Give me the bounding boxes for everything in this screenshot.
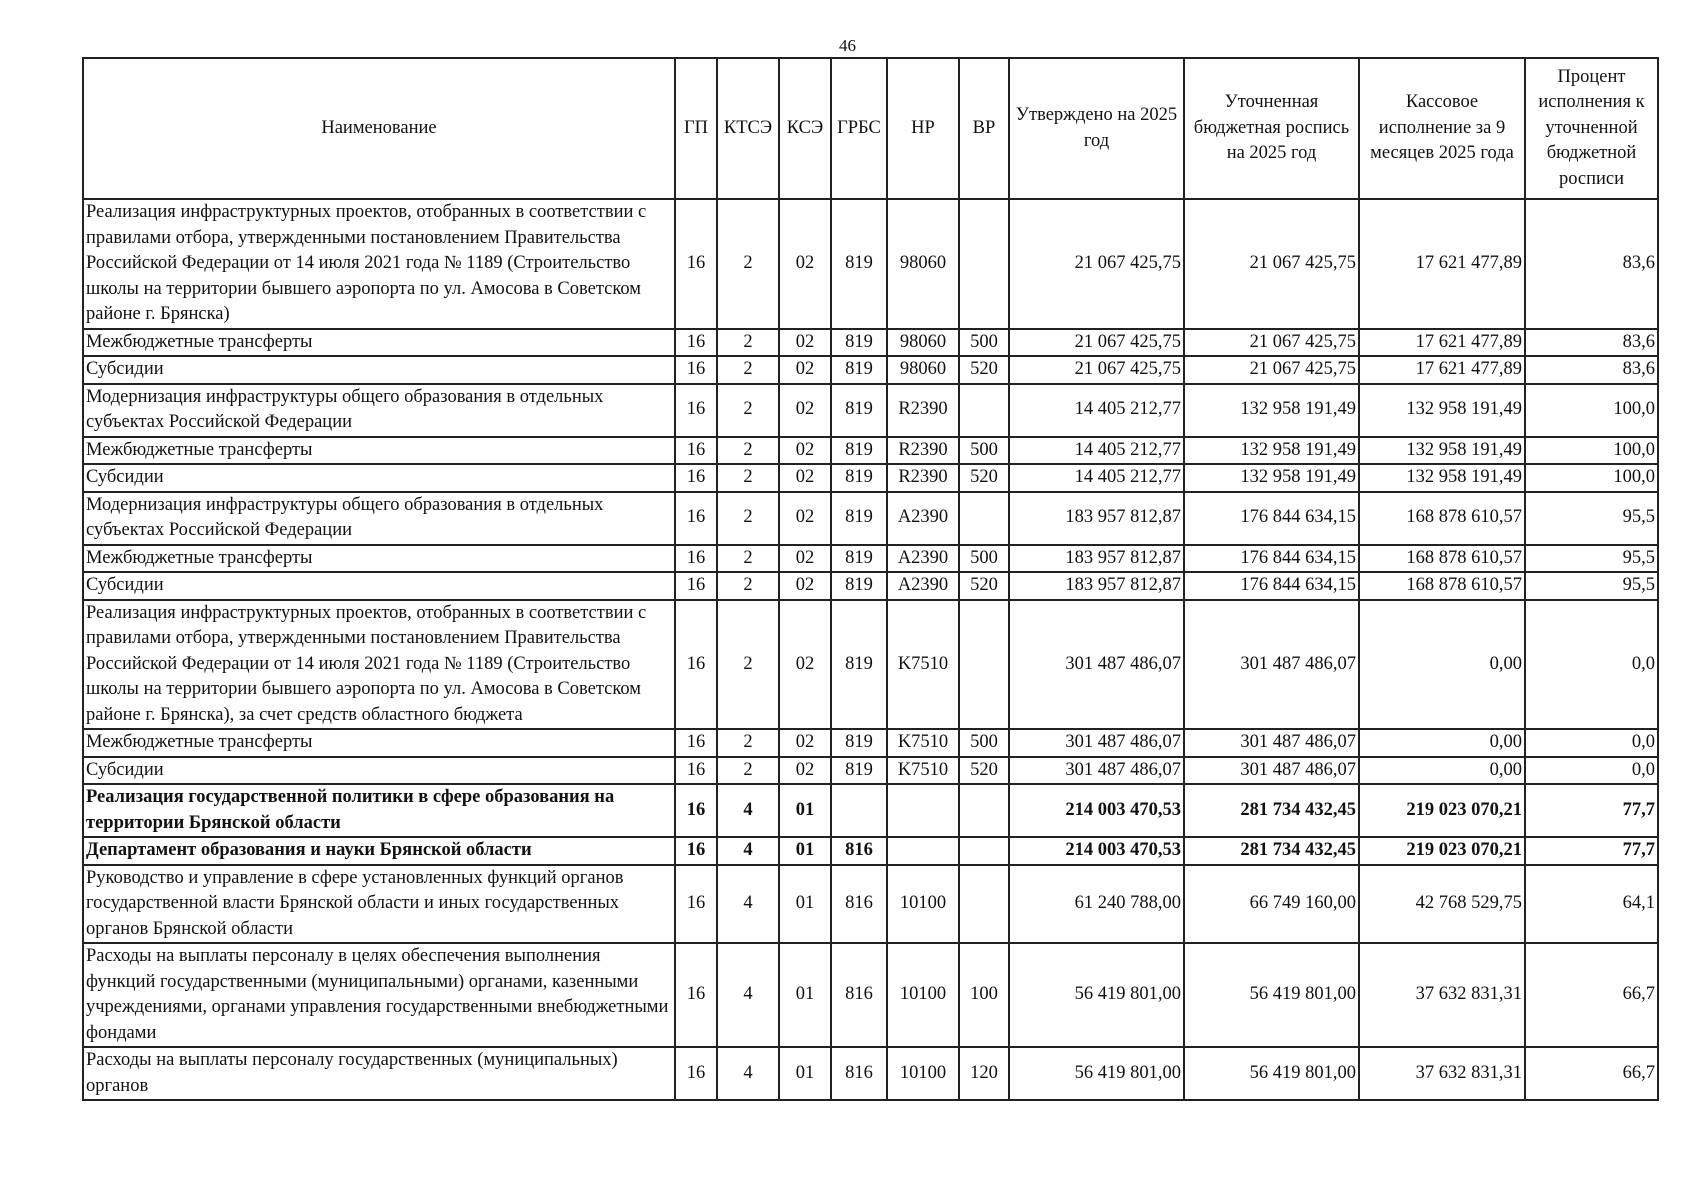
cell-approved: 214 003 470,53 (1009, 837, 1184, 865)
cell-nr (887, 837, 959, 865)
cell-ktse: 2 (717, 356, 779, 384)
cell-approved: 61 240 788,00 (1009, 865, 1184, 944)
cell-kse: 02 (779, 199, 831, 329)
cell-vr: 500 (959, 729, 1009, 757)
cell-nr: A2390 (887, 545, 959, 573)
cell-kse: 02 (779, 600, 831, 730)
table-row (83, 837, 1658, 865)
cell-cash: 132 958 191,49 (1359, 464, 1525, 492)
cell-grbs: 816 (831, 943, 887, 1047)
cell-approved: 21 067 425,75 (1009, 329, 1184, 357)
table-row (83, 545, 1658, 573)
cell-name: Межбюджетные трансферты (83, 437, 675, 465)
cell-ktse: 2 (717, 199, 779, 329)
cell-vr: 100 (959, 943, 1009, 1047)
cell-percent: 95,5 (1525, 545, 1658, 573)
cell-ktse: 4 (717, 865, 779, 944)
cell-cash: 132 958 191,49 (1359, 437, 1525, 465)
header-grbs: ГРБС (831, 58, 887, 199)
cell-name: Реализация государственной политики в сфере образования на территории Брянской области (83, 784, 675, 837)
cell-nr: 10100 (887, 1047, 959, 1100)
cell-approved: 214 003 470,53 (1009, 784, 1184, 837)
header-percent: Процент исполнения к уточненной бюджетной росписи (1525, 58, 1658, 199)
header-nr: НР (887, 58, 959, 199)
cell-kse: 01 (779, 837, 831, 865)
header-vr: ВР (959, 58, 1009, 199)
cell-kse: 01 (779, 943, 831, 1047)
cell-name: Реализация инфраструктурных проектов, отобранных в соответствии с правилами отбора, утвержденными постановлением Правительства Российской Федерации от 14 июля 2021 года № 1189 (Строительство школы на территории бывшего аэропорта по ул. Амосова в Советском районе г. Брянска) (83, 199, 675, 329)
cell-kse: 02 (779, 572, 831, 600)
cell-refined: 176 844 634,15 (1184, 572, 1359, 600)
cell-name: Межбюджетные трансферты (83, 545, 675, 573)
cell-name: Руководство и управление в сфере установленных функций органов государственной власти Брянской области и иных государственных органов Брянской области (83, 865, 675, 944)
table-header-row (83, 58, 1658, 199)
cell-vr: 520 (959, 757, 1009, 785)
cell-nr: 10100 (887, 865, 959, 944)
page-number: 46 (839, 36, 856, 55)
cell-gp: 16 (675, 784, 717, 837)
table-row (83, 492, 1658, 545)
header-refined: Уточненная бюджетная роспись на 2025 год (1184, 58, 1359, 199)
cell-percent: 83,6 (1525, 199, 1658, 329)
cell-gp: 16 (675, 943, 717, 1047)
cell-refined: 132 958 191,49 (1184, 464, 1359, 492)
cell-gp: 16 (675, 600, 717, 730)
cell-nr: K7510 (887, 729, 959, 757)
cell-ktse: 4 (717, 837, 779, 865)
cell-nr: A2390 (887, 492, 959, 545)
cell-name: Субсидии (83, 572, 675, 600)
cell-kse: 02 (779, 384, 831, 437)
cell-ktse: 2 (717, 572, 779, 600)
cell-nr: K7510 (887, 757, 959, 785)
cell-kse: 02 (779, 464, 831, 492)
cell-kse: 02 (779, 437, 831, 465)
cell-cash: 42 768 529,75 (1359, 865, 1525, 944)
cell-refined: 56 419 801,00 (1184, 943, 1359, 1047)
cell-grbs: 819 (831, 437, 887, 465)
cell-approved: 301 487 486,07 (1009, 600, 1184, 730)
table-row (83, 464, 1658, 492)
cell-approved: 56 419 801,00 (1009, 943, 1184, 1047)
cell-percent: 100,0 (1525, 437, 1658, 465)
cell-approved: 183 957 812,87 (1009, 572, 1184, 600)
cell-ktse: 4 (717, 943, 779, 1047)
cell-gp: 16 (675, 545, 717, 573)
cell-name: Межбюджетные трансферты (83, 729, 675, 757)
cell-nr: 98060 (887, 199, 959, 329)
cell-cash: 0,00 (1359, 729, 1525, 757)
cell-name: Модернизация инфраструктуры общего образования в отдельных субъектах Российской Федерации (83, 492, 675, 545)
cell-name: Департамент образования и науки Брянской области (83, 837, 675, 865)
cell-nr: R2390 (887, 437, 959, 465)
cell-kse: 02 (779, 492, 831, 545)
header-approved: Утверждено на 2025 год (1009, 58, 1184, 199)
cell-ktse: 2 (717, 492, 779, 545)
table-row (83, 356, 1658, 384)
cell-nr: 98060 (887, 329, 959, 357)
header-gp: ГП (675, 58, 717, 199)
cell-percent: 66,7 (1525, 1047, 1658, 1100)
cell-grbs: 819 (831, 572, 887, 600)
cell-percent: 66,7 (1525, 943, 1658, 1047)
cell-percent: 95,5 (1525, 492, 1658, 545)
cell-cash: 219 023 070,21 (1359, 837, 1525, 865)
cell-ktse: 2 (717, 757, 779, 785)
cell-percent: 0,0 (1525, 600, 1658, 730)
cell-grbs: 819 (831, 329, 887, 357)
table-row (83, 943, 1658, 1047)
cell-vr: 500 (959, 329, 1009, 357)
cell-refined: 301 487 486,07 (1184, 600, 1359, 730)
cell-nr: A2390 (887, 572, 959, 600)
cell-vr: 520 (959, 572, 1009, 600)
cell-refined: 66 749 160,00 (1184, 865, 1359, 944)
cell-nr: 10100 (887, 943, 959, 1047)
cell-cash: 168 878 610,57 (1359, 492, 1525, 545)
cell-gp: 16 (675, 729, 717, 757)
cell-percent: 0,0 (1525, 729, 1658, 757)
cell-grbs: 816 (831, 865, 887, 944)
cell-vr (959, 784, 1009, 837)
cell-grbs: 819 (831, 545, 887, 573)
cell-refined: 21 067 425,75 (1184, 329, 1359, 357)
header-cash: Кассовое исполнение за 9 месяцев 2025 года (1359, 58, 1525, 199)
cell-refined: 21 067 425,75 (1184, 356, 1359, 384)
cell-grbs: 819 (831, 464, 887, 492)
cell-kse: 01 (779, 865, 831, 944)
cell-cash: 0,00 (1359, 600, 1525, 730)
cell-cash: 132 958 191,49 (1359, 384, 1525, 437)
cell-gp: 16 (675, 199, 717, 329)
cell-name: Субсидии (83, 356, 675, 384)
cell-cash: 17 621 477,89 (1359, 329, 1525, 357)
cell-ktse: 4 (717, 1047, 779, 1100)
cell-grbs (831, 784, 887, 837)
cell-kse: 02 (779, 545, 831, 573)
cell-cash: 168 878 610,57 (1359, 545, 1525, 573)
cell-percent: 100,0 (1525, 384, 1658, 437)
cell-ktse: 2 (717, 437, 779, 465)
cell-approved: 301 487 486,07 (1009, 729, 1184, 757)
cell-grbs: 819 (831, 729, 887, 757)
budget-table (82, 57, 1659, 1101)
cell-refined: 301 487 486,07 (1184, 729, 1359, 757)
cell-kse: 01 (779, 784, 831, 837)
cell-name: Реализация инфраструктурных проектов, отобранных в соответствии с правилами отбора, утвержденными постановлением Правительства Российской Федерации от 14 июля 2021 года № 1189 (Строительство школы на территории бывшего аэропорта по ул. Амосова в Советском районе г. Брянска), за счет средств областного бюджета (83, 600, 675, 730)
header-ktse: КТСЭ (717, 58, 779, 199)
cell-cash: 17 621 477,89 (1359, 199, 1525, 329)
cell-ktse: 2 (717, 384, 779, 437)
cell-refined: 56 419 801,00 (1184, 1047, 1359, 1100)
cell-name: Расходы на выплаты персоналу в целях обеспечения выполнения функций государственными (муниципальными) органами, казенными учреждениями, органами управления государственными внебюджетными фондами (83, 943, 675, 1047)
cell-cash: 0,00 (1359, 757, 1525, 785)
cell-ktse: 2 (717, 545, 779, 573)
cell-refined: 176 844 634,15 (1184, 545, 1359, 573)
cell-name: Субсидии (83, 757, 675, 785)
cell-approved: 14 405 212,77 (1009, 464, 1184, 492)
cell-percent: 64,1 (1525, 865, 1658, 944)
cell-kse: 02 (779, 729, 831, 757)
cell-nr: 98060 (887, 356, 959, 384)
cell-approved: 183 957 812,87 (1009, 492, 1184, 545)
cell-grbs: 819 (831, 600, 887, 730)
cell-refined: 132 958 191,49 (1184, 437, 1359, 465)
cell-refined: 301 487 486,07 (1184, 757, 1359, 785)
cell-percent: 100,0 (1525, 464, 1658, 492)
cell-name: Субсидии (83, 464, 675, 492)
cell-grbs: 819 (831, 356, 887, 384)
cell-kse: 02 (779, 757, 831, 785)
cell-percent: 77,7 (1525, 837, 1658, 865)
cell-vr: 520 (959, 356, 1009, 384)
cell-kse: 01 (779, 1047, 831, 1100)
table-row (83, 729, 1658, 757)
cell-nr (887, 784, 959, 837)
table-row (83, 757, 1658, 785)
cell-grbs: 819 (831, 757, 887, 785)
cell-approved: 183 957 812,87 (1009, 545, 1184, 573)
cell-refined: 281 734 432,45 (1184, 784, 1359, 837)
table-row (83, 329, 1658, 357)
cell-percent: 83,6 (1525, 329, 1658, 357)
cell-cash: 37 632 831,31 (1359, 943, 1525, 1047)
cell-vr (959, 199, 1009, 329)
cell-cash: 37 632 831,31 (1359, 1047, 1525, 1100)
cell-approved: 14 405 212,77 (1009, 384, 1184, 437)
cell-percent: 95,5 (1525, 572, 1658, 600)
cell-nr: R2390 (887, 464, 959, 492)
cell-ktse: 2 (717, 329, 779, 357)
cell-vr: 500 (959, 437, 1009, 465)
table-row (83, 384, 1658, 437)
cell-cash: 219 023 070,21 (1359, 784, 1525, 837)
cell-name: Модернизация инфраструктуры общего образования в отдельных субъектах Российской Федерации (83, 384, 675, 437)
cell-nr: K7510 (887, 600, 959, 730)
table-row (83, 199, 1658, 329)
cell-gp: 16 (675, 329, 717, 357)
header-name: Наименование (83, 58, 675, 199)
cell-gp: 16 (675, 384, 717, 437)
cell-percent: 0,0 (1525, 757, 1658, 785)
table-row (83, 600, 1658, 730)
cell-kse: 02 (779, 356, 831, 384)
table-row (83, 784, 1658, 837)
cell-refined: 281 734 432,45 (1184, 837, 1359, 865)
cell-gp: 16 (675, 464, 717, 492)
cell-approved: 14 405 212,77 (1009, 437, 1184, 465)
table-row (83, 1047, 1658, 1100)
cell-grbs: 819 (831, 384, 887, 437)
table-row (83, 437, 1658, 465)
cell-approved: 21 067 425,75 (1009, 199, 1184, 329)
cell-ktse: 2 (717, 464, 779, 492)
cell-refined: 132 958 191,49 (1184, 384, 1359, 437)
cell-cash: 168 878 610,57 (1359, 572, 1525, 600)
cell-vr: 520 (959, 464, 1009, 492)
cell-ktse: 4 (717, 784, 779, 837)
table-body (83, 199, 1658, 1100)
cell-vr (959, 865, 1009, 944)
cell-nr: R2390 (887, 384, 959, 437)
cell-refined: 176 844 634,15 (1184, 492, 1359, 545)
cell-vr (959, 492, 1009, 545)
table-row (83, 865, 1658, 944)
cell-vr: 500 (959, 545, 1009, 573)
cell-name: Расходы на выплаты персоналу государственных (муниципальных) органов (83, 1047, 675, 1100)
cell-approved: 56 419 801,00 (1009, 1047, 1184, 1100)
cell-gp: 16 (675, 437, 717, 465)
cell-percent: 83,6 (1525, 356, 1658, 384)
cell-gp: 16 (675, 356, 717, 384)
header-kse: КСЭ (779, 58, 831, 199)
cell-gp: 16 (675, 1047, 717, 1100)
cell-grbs: 816 (831, 837, 887, 865)
cell-gp: 16 (675, 492, 717, 545)
cell-approved: 21 067 425,75 (1009, 356, 1184, 384)
cell-approved: 301 487 486,07 (1009, 757, 1184, 785)
cell-vr (959, 384, 1009, 437)
cell-vr (959, 600, 1009, 730)
cell-kse: 02 (779, 329, 831, 357)
cell-grbs: 816 (831, 1047, 887, 1100)
cell-grbs: 819 (831, 199, 887, 329)
cell-gp: 16 (675, 572, 717, 600)
cell-cash: 17 621 477,89 (1359, 356, 1525, 384)
cell-gp: 16 (675, 757, 717, 785)
cell-gp: 16 (675, 837, 717, 865)
cell-gp: 16 (675, 865, 717, 944)
cell-percent: 77,7 (1525, 784, 1658, 837)
table-row (83, 572, 1658, 600)
cell-grbs: 819 (831, 492, 887, 545)
cell-ktse: 2 (717, 600, 779, 730)
cell-refined: 21 067 425,75 (1184, 199, 1359, 329)
cell-name: Межбюджетные трансферты (83, 329, 675, 357)
cell-ktse: 2 (717, 729, 779, 757)
cell-vr (959, 837, 1009, 865)
cell-vr: 120 (959, 1047, 1009, 1100)
